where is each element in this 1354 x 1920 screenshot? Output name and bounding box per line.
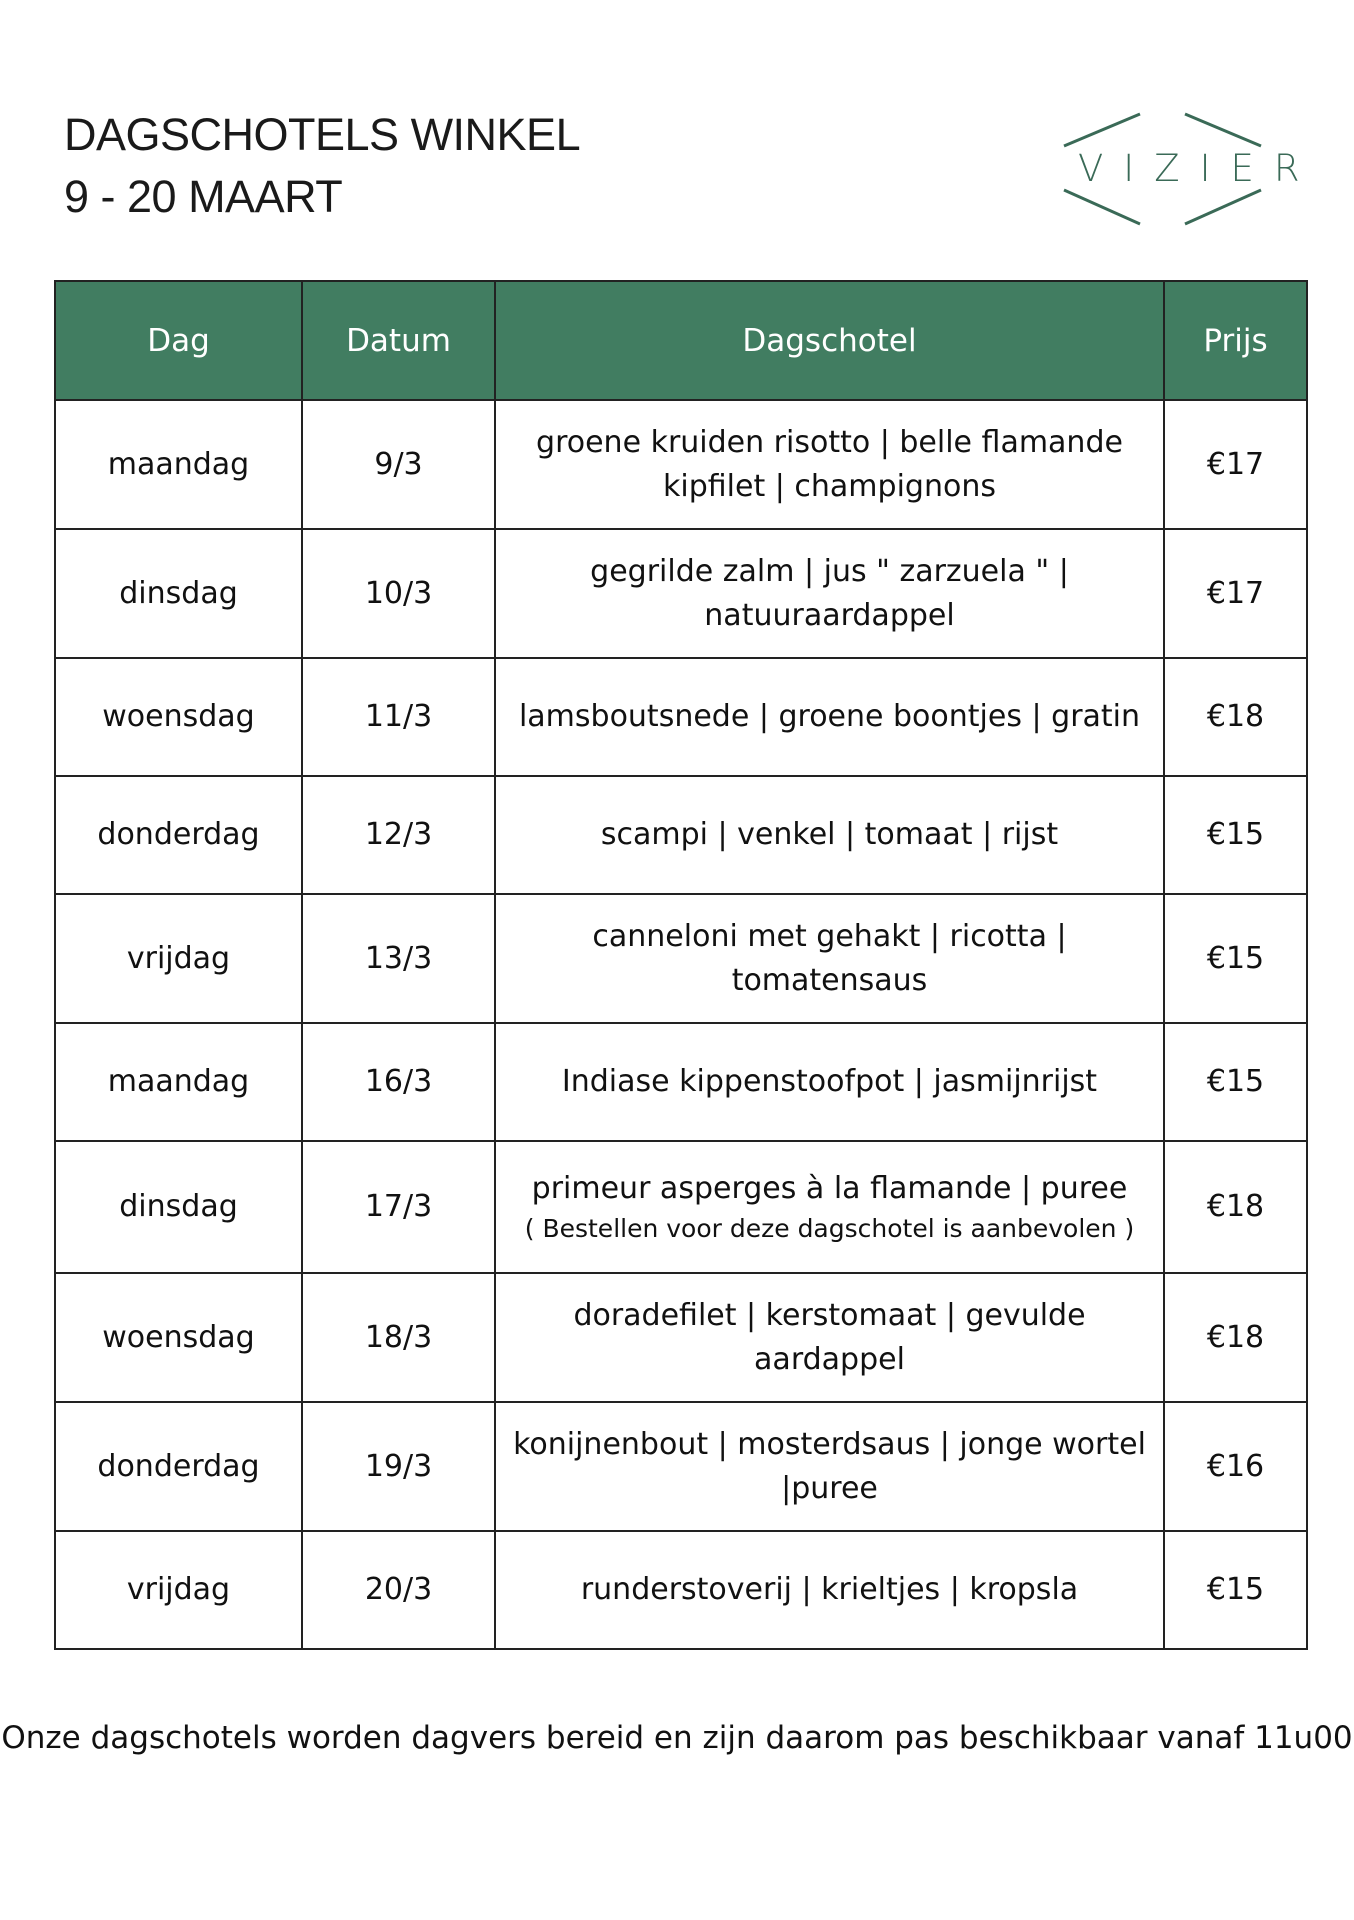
table-row bbox=[55, 529, 1307, 658]
dish-note: ( Bestellen voor deze dagschotel is aanbevolen ) bbox=[524, 1214, 1135, 1243]
dish-line-2: |puree bbox=[781, 1470, 878, 1506]
cell-price: €17 bbox=[1164, 529, 1307, 658]
cell-date: 10/3 bbox=[302, 529, 495, 658]
table-row bbox=[55, 400, 1307, 529]
cell-date: 20/3 bbox=[302, 1531, 495, 1649]
column-header-dish: Dagschotel bbox=[495, 281, 1164, 400]
cell-price: €15 bbox=[1164, 1023, 1307, 1141]
cell-date: 16/3 bbox=[302, 1023, 495, 1141]
dish-line-2: kipfilet | champignons bbox=[663, 468, 996, 504]
column-header-day: Dag bbox=[55, 281, 302, 400]
table-row bbox=[55, 1531, 1307, 1649]
table-header-row bbox=[55, 281, 1307, 400]
cell-date: 19/3 bbox=[302, 1402, 495, 1531]
cell-date: 9/3 bbox=[302, 400, 495, 529]
cell-dish bbox=[495, 1023, 1164, 1141]
cell-day: dinsdag bbox=[55, 1141, 302, 1273]
cell-date: 13/3 bbox=[302, 894, 495, 1023]
dish-line-1: runderstoverij | krieltjes | kropsla bbox=[580, 1572, 1079, 1607]
dish-line-1: scampi | venkel | tomaat | rijst bbox=[600, 817, 1059, 852]
cell-price: €18 bbox=[1164, 1273, 1307, 1402]
dish-line-2: tomatensaus bbox=[731, 962, 928, 998]
cell-dish bbox=[495, 400, 1164, 529]
table-row bbox=[55, 1402, 1307, 1531]
cell-date: 18/3 bbox=[302, 1273, 495, 1402]
logo-text: VIZIER bbox=[1078, 147, 1320, 190]
cell-dish bbox=[495, 658, 1164, 776]
cell-dish bbox=[495, 776, 1164, 894]
cell-price: €18 bbox=[1164, 1141, 1307, 1273]
footer-note: Onze dagschotels worden dagvers bereid en zijn daarom pas beschikbaar vanaf 11u00 bbox=[1, 1720, 1353, 1756]
cell-price: €15 bbox=[1164, 776, 1307, 894]
table-row bbox=[55, 1023, 1307, 1141]
table-row bbox=[55, 776, 1307, 894]
cell-dish bbox=[495, 529, 1164, 658]
cell-dish bbox=[495, 1141, 1164, 1273]
table-row bbox=[55, 1273, 1307, 1402]
dish-line-2: aardappel bbox=[754, 1341, 905, 1377]
cell-day: woensdag bbox=[55, 658, 302, 776]
cell-price: €16 bbox=[1164, 1402, 1307, 1531]
cell-day: donderdag bbox=[55, 776, 302, 894]
table-row bbox=[55, 658, 1307, 776]
cell-dish bbox=[495, 1273, 1164, 1402]
dish-line-1: gegrilde zalm | jus " zarzuela " | bbox=[590, 553, 1069, 589]
title-line-2: 9 - 20 MAART bbox=[64, 171, 343, 222]
dish-line-2: natuuraardappel bbox=[704, 597, 955, 633]
cell-date: 17/3 bbox=[302, 1141, 495, 1273]
cell-price: €18 bbox=[1164, 658, 1307, 776]
cell-price: €15 bbox=[1164, 1531, 1307, 1649]
page-title bbox=[64, 104, 580, 228]
cell-day: vrijdag bbox=[55, 894, 302, 1023]
dish-line-1: canneloni met gehakt | ricotta | bbox=[592, 918, 1067, 954]
cell-day: dinsdag bbox=[55, 529, 302, 658]
cell-price: €15 bbox=[1164, 894, 1307, 1023]
dish-line-1: groene kruiden risotto | belle flamande bbox=[536, 424, 1123, 460]
table-row bbox=[55, 1141, 1307, 1273]
cell-price: €17 bbox=[1164, 400, 1307, 529]
table-row bbox=[55, 894, 1307, 1023]
column-header-price: Prijs bbox=[1164, 281, 1307, 400]
cell-dish bbox=[495, 894, 1164, 1023]
column-header-date: Datum bbox=[302, 281, 495, 400]
cell-day: maandag bbox=[55, 1023, 302, 1141]
title-line-1: DAGSCHOTELS WINKEL bbox=[64, 109, 581, 160]
dish-line-1: konijnenbout | mosterdsaus | jonge wortel bbox=[513, 1426, 1146, 1462]
vizier-logo bbox=[1060, 110, 1320, 228]
cell-day: donderdag bbox=[55, 1402, 302, 1531]
dish-line-1: Indiase kippenstoofpot | jasmijnrijst bbox=[561, 1064, 1098, 1099]
cell-date: 11/3 bbox=[302, 658, 495, 776]
menu-table bbox=[54, 280, 1308, 1650]
cell-day: maandag bbox=[55, 400, 302, 529]
cell-dish bbox=[495, 1531, 1164, 1649]
dish-line-1: lamsboutsnede | groene boontjes | gratin bbox=[518, 699, 1141, 734]
cell-date: 12/3 bbox=[302, 776, 495, 894]
dish-line-1: primeur asperges à la flamande | puree bbox=[531, 1171, 1128, 1206]
cell-day: woensdag bbox=[55, 1273, 302, 1402]
cell-day: vrijdag bbox=[55, 1531, 302, 1649]
cell-dish bbox=[495, 1402, 1164, 1531]
dish-line-1: doradefilet | kerstomaat | gevulde bbox=[573, 1297, 1086, 1333]
